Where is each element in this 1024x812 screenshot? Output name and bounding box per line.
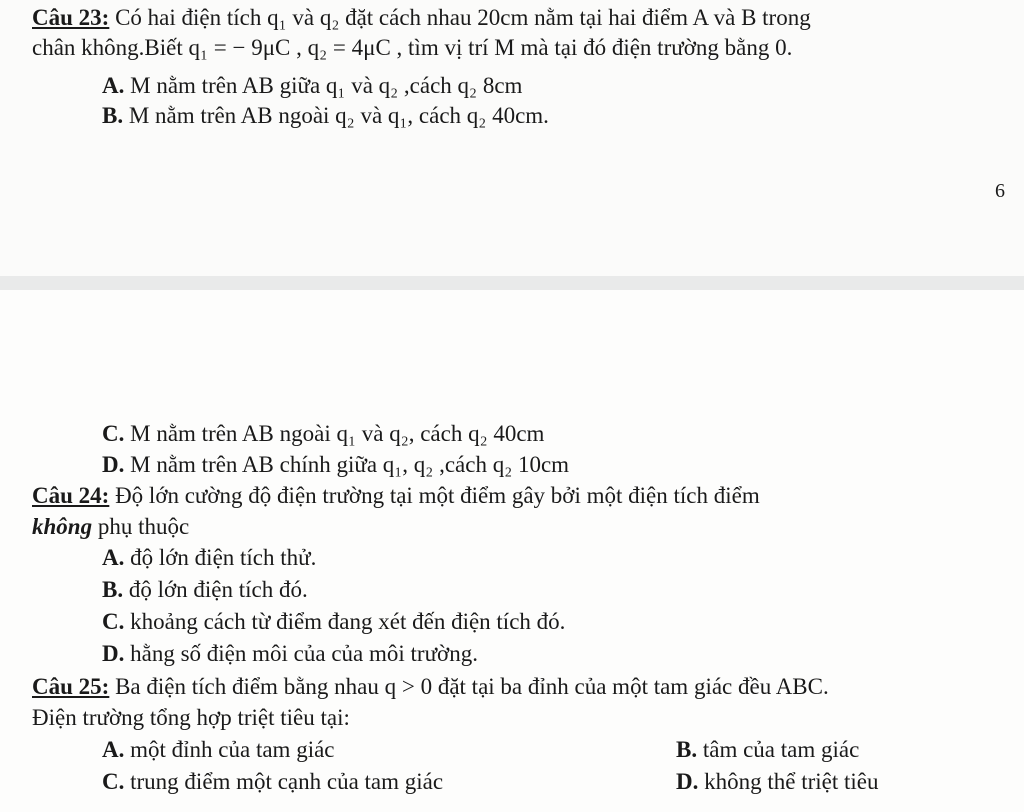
- q23-option-b: [102, 102, 549, 130]
- q24-line-2: [32, 513, 189, 541]
- q25-label: Câu 25:: [32, 674, 110, 699]
- q24-option-a: [102, 544, 316, 572]
- option-text: độ lớn điện tích đó.: [128, 577, 308, 602]
- option-letter: A.: [102, 545, 125, 570]
- q25-option-d: [676, 768, 879, 796]
- q24-stem-line-2: phụ thuộc: [97, 514, 190, 539]
- q25-option-b: [676, 736, 859, 764]
- option-text: hằng số điện môi của của môi trường.: [130, 641, 478, 666]
- q24-label: Câu 24:: [32, 483, 110, 508]
- option-text: độ lớn điện tích thử.: [130, 545, 317, 570]
- option-letter: D.: [102, 452, 125, 477]
- q24-emphasis: không: [32, 514, 93, 539]
- option-text: một đỉnh của tam giác: [130, 737, 335, 762]
- option-letter: B.: [102, 577, 124, 602]
- page-break-gap: [0, 276, 1024, 290]
- q25-option-a: [102, 736, 335, 764]
- q25-option-c: [102, 768, 443, 796]
- option-text: khoảng cách từ điểm đang xét đến điện tích đó.: [130, 609, 566, 634]
- option-text: tâm của tam giác: [702, 737, 860, 762]
- option-letter: D.: [676, 769, 699, 794]
- option-text: không thể triệt tiêu: [704, 769, 879, 794]
- q23-option-d: [102, 451, 569, 479]
- q24-option-c: [102, 608, 565, 636]
- q25-stem-line-2: Điện trường tổng hợp triệt tiêu tại:: [32, 705, 350, 730]
- option-letter: A.: [102, 737, 125, 762]
- option-text: trung điểm một cạnh của tam giác: [130, 769, 444, 794]
- q24-line-1: [32, 482, 760, 510]
- option-letter: A.: [102, 73, 125, 98]
- q25-stem-line-1: Ba điện tích điểm bằng nhau q > 0 đặt tại ba đỉnh của một tam giác đều ABC.: [115, 674, 829, 699]
- q23-line-1: [32, 4, 811, 32]
- q23-stem-line-2: chân không.Biết q₁ = − 9μC , q₂ = 4μC , tìm vị trí M mà tại đó điện trường bằng 0.: [32, 35, 793, 60]
- option-text: M nằm trên AB ngoài q₂ và q₁, cách q₂ 40cm.: [128, 103, 549, 128]
- option-text: M nằm trên AB chính giữa q₁, q₂ ,cách q₂ 10cm: [130, 452, 570, 477]
- option-letter: C.: [102, 769, 125, 794]
- q24-option-d: [102, 640, 478, 668]
- option-letter: D.: [102, 641, 125, 666]
- option-letter: B.: [676, 737, 698, 762]
- q23-option-c: [102, 420, 544, 448]
- q23-option-a: [102, 72, 522, 100]
- q25-line-1: [32, 673, 829, 701]
- option-letter: C.: [102, 421, 125, 446]
- option-letter: B.: [102, 103, 124, 128]
- option-text: M nằm trên AB giữa q₁ và q₂ ,cách q₂ 8cm: [130, 73, 523, 98]
- q24-stem-line-1: Độ lớn cường độ điện trường tại một điểm gây bởi một điện tích điểm: [115, 483, 760, 508]
- page-number: 6: [995, 180, 1005, 202]
- option-letter: C.: [102, 609, 125, 634]
- q23-stem-line-1: Có hai điện tích q₁ và q₂ đặt cách nhau 20cm nằm tại hai điểm A và B trong: [115, 5, 811, 30]
- option-text: M nằm trên AB ngoài q₁ và q₂, cách q₂ 40cm: [130, 421, 545, 446]
- q23-label: Câu 23:: [32, 5, 110, 30]
- q24-option-b: [102, 576, 308, 604]
